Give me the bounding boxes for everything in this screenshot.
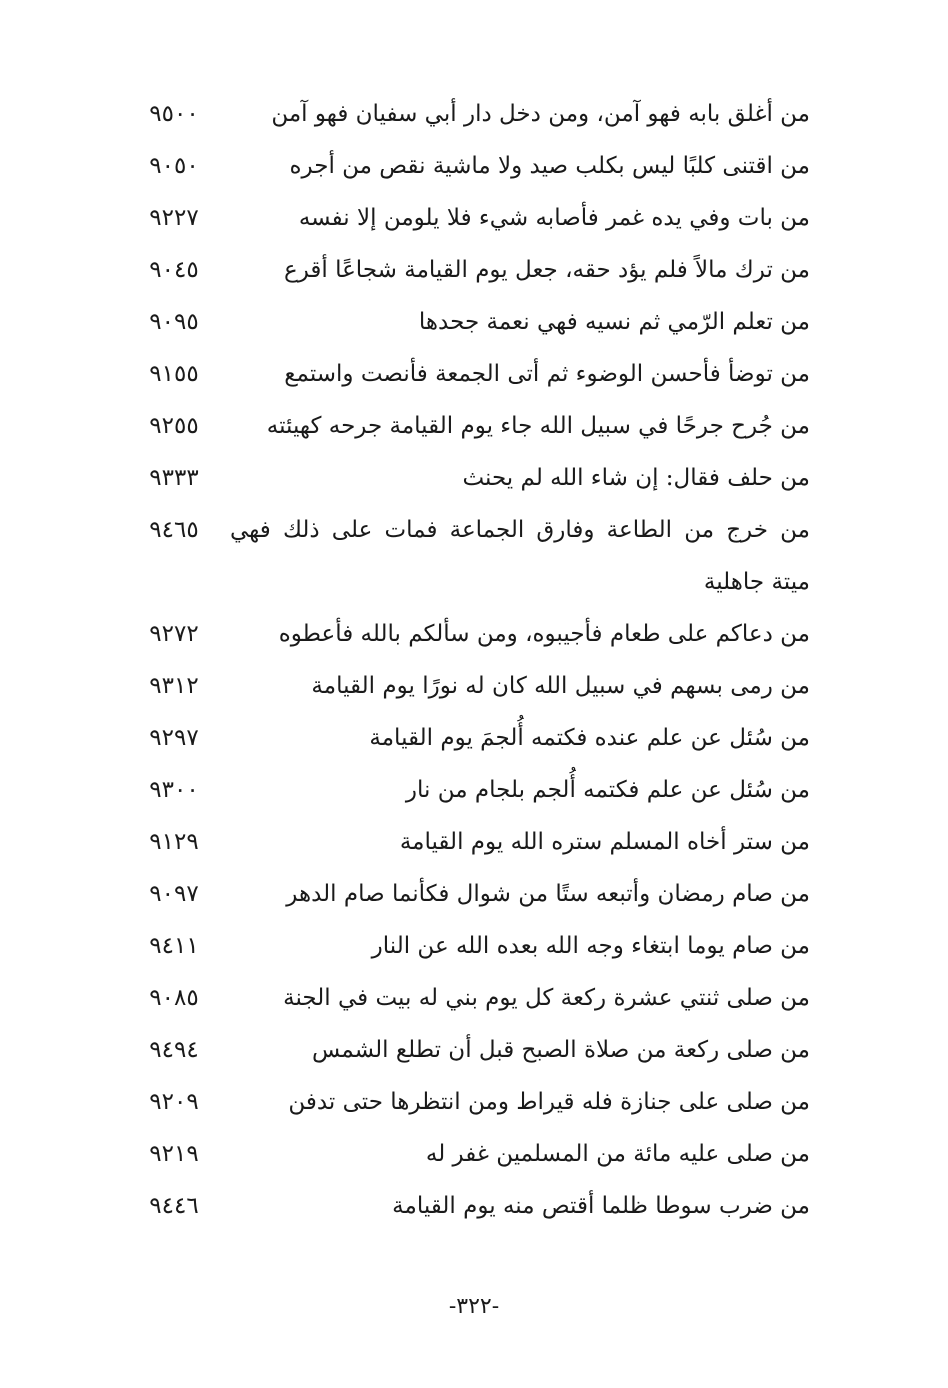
hadith-number: ٩٠٨٥ (149, 985, 199, 1011)
hadith-number: ٩٤٤٦ (149, 1193, 199, 1219)
hadith-number: ٩٠٤٥ (149, 257, 199, 283)
list-item (120, 604, 810, 656)
hadith-number: ٩٣١٢ (149, 673, 199, 699)
list-item (120, 84, 810, 136)
hadith-number: ٩٢١٩ (149, 1141, 199, 1167)
hadith-text: من دعاكم على طعام فأجيبوه، ومن سألكم بالله فأعطوه (278, 621, 810, 647)
hadith-number: ٩٣٣٣ (149, 465, 199, 491)
hadith-number: ٩٢٥٥ (149, 413, 199, 439)
hadith-number: ٩٤١١ (149, 933, 199, 959)
list-item (120, 136, 810, 188)
list-item (120, 1176, 810, 1228)
hadith-text: من سُئل عن علم فكتمه أُلجم بلجام من نار (405, 777, 810, 803)
hadith-text: من أغلق بابه فهو آمن، ومن دخل دار أبي سفيان فهو آمن (271, 101, 810, 127)
list-item (120, 1124, 810, 1176)
page-number: -٣٢٢- (448, 1294, 500, 1319)
hadith-text: من جُرح جرحًا في سبيل الله جاء يوم القيامة جرحه كهيئته (266, 413, 810, 439)
list-item (120, 292, 810, 344)
hadith-text: من اقتنى كلبًا ليس بكلب صيد ولا ماشية نقص من أجره (289, 153, 810, 179)
list-item (120, 916, 810, 968)
hadith-number: ٩٤٦٥ (149, 517, 199, 543)
hadith-text: من خرج من الطاعة وفارق الجماعة فمات على ذلك فهي ميتة جاهلية (230, 517, 810, 595)
list-item (120, 396, 810, 448)
list-item (120, 344, 810, 396)
hadith-text: من حلف فقال: إن شاء الله لم يحنث (462, 465, 810, 491)
hadith-text: من صام رمضان وأتبعه ستًا من شوال فكأنما صام الدهر (286, 881, 810, 907)
list-item (120, 1072, 810, 1124)
hadith-text: من تعلم الرّمي ثم نسيه فهي نعمة جحدها (418, 309, 810, 335)
hadith-text: من ضرب سوطا ظلما أقتص منه يوم القيامة (392, 1193, 810, 1219)
list-item (120, 760, 810, 812)
hadith-number: ٩٢٧٢ (149, 621, 199, 647)
hadith-text: من صلى على جنازة فله قيراط ومن انتظرها حتى تدفن (288, 1089, 810, 1115)
hadith-text: من سُئل عن علم عنده فكتمه أُلجمَ يوم القيامة (369, 725, 810, 751)
hadith-text: من توضأ فأحسن الوضوء ثم أتى الجمعة فأنصت واستمع (284, 361, 810, 387)
hadith-number: ٩٢٠٩ (149, 1089, 199, 1115)
list-item (120, 448, 810, 500)
hadith-number: ٩٠٩٧ (149, 881, 199, 907)
hadith-number: ٩١٥٥ (149, 361, 199, 387)
hadith-number: ٩٠٥٠ (149, 153, 199, 179)
hadith-text: من بات وفي يده غمر فأصابه شيء فلا يلومن إلا نفسه (298, 205, 810, 231)
hadith-text: من ترك مالاً فلم يؤد حقه، جعل يوم القيامة شجاعًا أقرع (283, 257, 810, 283)
list-item (120, 500, 810, 604)
list-item (120, 968, 810, 1020)
hadith-number: ٩٥٠٠ (149, 101, 199, 127)
hadith-text: من صام يوما ابتغاء وجه الله بعده الله عن النار (371, 933, 810, 959)
hadith-number: ٩٠٩٥ (149, 309, 199, 335)
list-item (120, 864, 810, 916)
hadith-text: من صلى ثنتي عشرة ركعة كل يوم بني له بيت في الجنة (283, 985, 810, 1011)
hadith-index-list (120, 84, 810, 1228)
list-item (120, 708, 810, 760)
hadith-number: ٩٤٩٤ (149, 1037, 199, 1063)
hadith-text: من ستر أخاه المسلم ستره الله يوم القيامة (399, 829, 810, 855)
hadith-text: من رمى بسهم في سبيل الله كان له نورًا يوم القيامة (311, 673, 810, 699)
list-item (120, 240, 810, 292)
list-item (120, 1020, 810, 1072)
hadith-number: ٩٢٩٧ (149, 725, 199, 751)
list-item (120, 188, 810, 240)
hadith-number: ٩٢٢٧ (149, 205, 199, 231)
list-item (120, 656, 810, 708)
hadith-number: ٩٣٠٠ (149, 777, 199, 803)
list-item (120, 812, 810, 864)
hadith-text: من صلى ركعة من صلاة الصبح قبل أن تطلع الشمس (312, 1037, 810, 1063)
hadith-number: ٩١٢٩ (149, 829, 199, 855)
hadith-text: من صلى عليه مائة من المسلمين غفر له (425, 1141, 810, 1167)
